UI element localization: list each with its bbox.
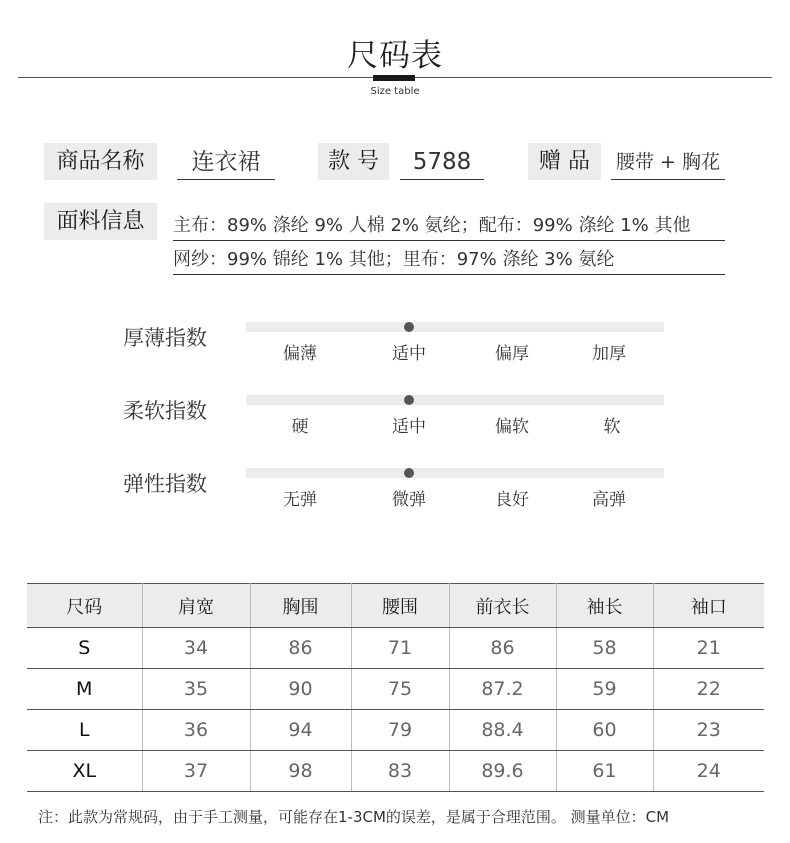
column-header: 腰围 [351,584,449,628]
table-cell: 23 [653,710,764,751]
table-cell: 75 [351,669,449,710]
fabric-line-2: 网纱：99% 锦纶 1% 其他；里布：97% 涤纶 3% 氨纶 [173,245,725,275]
table-row [27,628,764,669]
index-label: 厚薄指数 [123,326,207,350]
column-header: 胸围 [250,584,351,628]
column-header: 袖口 [653,584,764,628]
table-cell: M [27,669,142,710]
index-option: 偏薄 [283,344,317,364]
index-option: 适中 [392,344,426,364]
fabric-line-1: 主布：89% 涤纶 9% 人棉 2% 氨纶；配布：99% 涤纶 1% 其他 [173,211,725,241]
table-cell: 79 [351,710,449,751]
table-cell: 83 [351,751,449,792]
fabric-label: 面料信息 [44,203,157,240]
index-option: 适中 [392,417,426,437]
index-option: 良好 [495,490,529,510]
table-cell: 36 [142,710,250,751]
table-cell: 21 [653,628,764,669]
product-name-value: 连衣裙 [177,144,275,180]
table-cell: 22 [653,669,764,710]
table-cell: 98 [250,751,351,792]
column-header: 前衣长 [449,584,556,628]
index-option: 偏厚 [495,344,529,364]
gift-label: 赠 品 [528,143,601,180]
table-cell: 87.2 [449,669,556,710]
table-cell: 24 [653,751,764,792]
table-row [27,669,764,710]
table-row [27,710,764,751]
title-accent-bar [373,75,415,81]
table-cell: 71 [351,628,449,669]
table-cell: 94 [250,710,351,751]
style-number-value: 5788 [400,144,484,180]
table-header-row [27,584,764,628]
column-header: 肩宽 [142,584,250,628]
index-option: 无弹 [283,490,317,510]
table-cell: 60 [556,710,653,751]
index-option: 微弹 [392,490,426,510]
index-label: 柔软指数 [123,399,207,423]
index-marker [404,468,414,478]
table-cell: 90 [250,669,351,710]
table-cell: 89.6 [449,751,556,792]
table-cell: 34 [142,628,250,669]
index-track [246,322,664,332]
index-option: 硬 [291,417,309,437]
measurement-note: 注：此款为常规码，由于手工测量，可能存在1-3CM的误差，是属于合理范围。 测量单位：CM [38,808,670,826]
index-label: 弹性指数 [123,472,207,496]
column-header: 尺码 [27,584,142,628]
index-option: 高弹 [592,490,626,510]
table-cell: 88.4 [449,710,556,751]
table-cell: 86 [250,628,351,669]
column-header: 袖长 [556,584,653,628]
index-marker [404,395,414,405]
table-cell: 61 [556,751,653,792]
style-number-label: 款 号 [318,143,389,180]
index-option: 加厚 [592,344,626,364]
product-name-label: 商品名称 [44,143,157,180]
index-option: 软 [603,417,621,437]
table-cell: 58 [556,628,653,669]
page-subtitle: Size table [370,86,420,97]
table-cell: 37 [142,751,250,792]
page-title: 尺码表 [347,38,443,74]
index-option: 偏软 [495,417,529,437]
table-cell: 59 [556,669,653,710]
table-cell: XL [27,751,142,792]
table-row [27,751,764,792]
table-cell: 35 [142,669,250,710]
gift-value: 腰带 + 胸花 [611,144,725,180]
index-marker [404,322,414,332]
table-cell: 86 [449,628,556,669]
table-cell: L [27,710,142,751]
size-table [27,583,764,792]
index-track [246,395,664,405]
table-cell: S [27,628,142,669]
index-track [246,468,664,478]
